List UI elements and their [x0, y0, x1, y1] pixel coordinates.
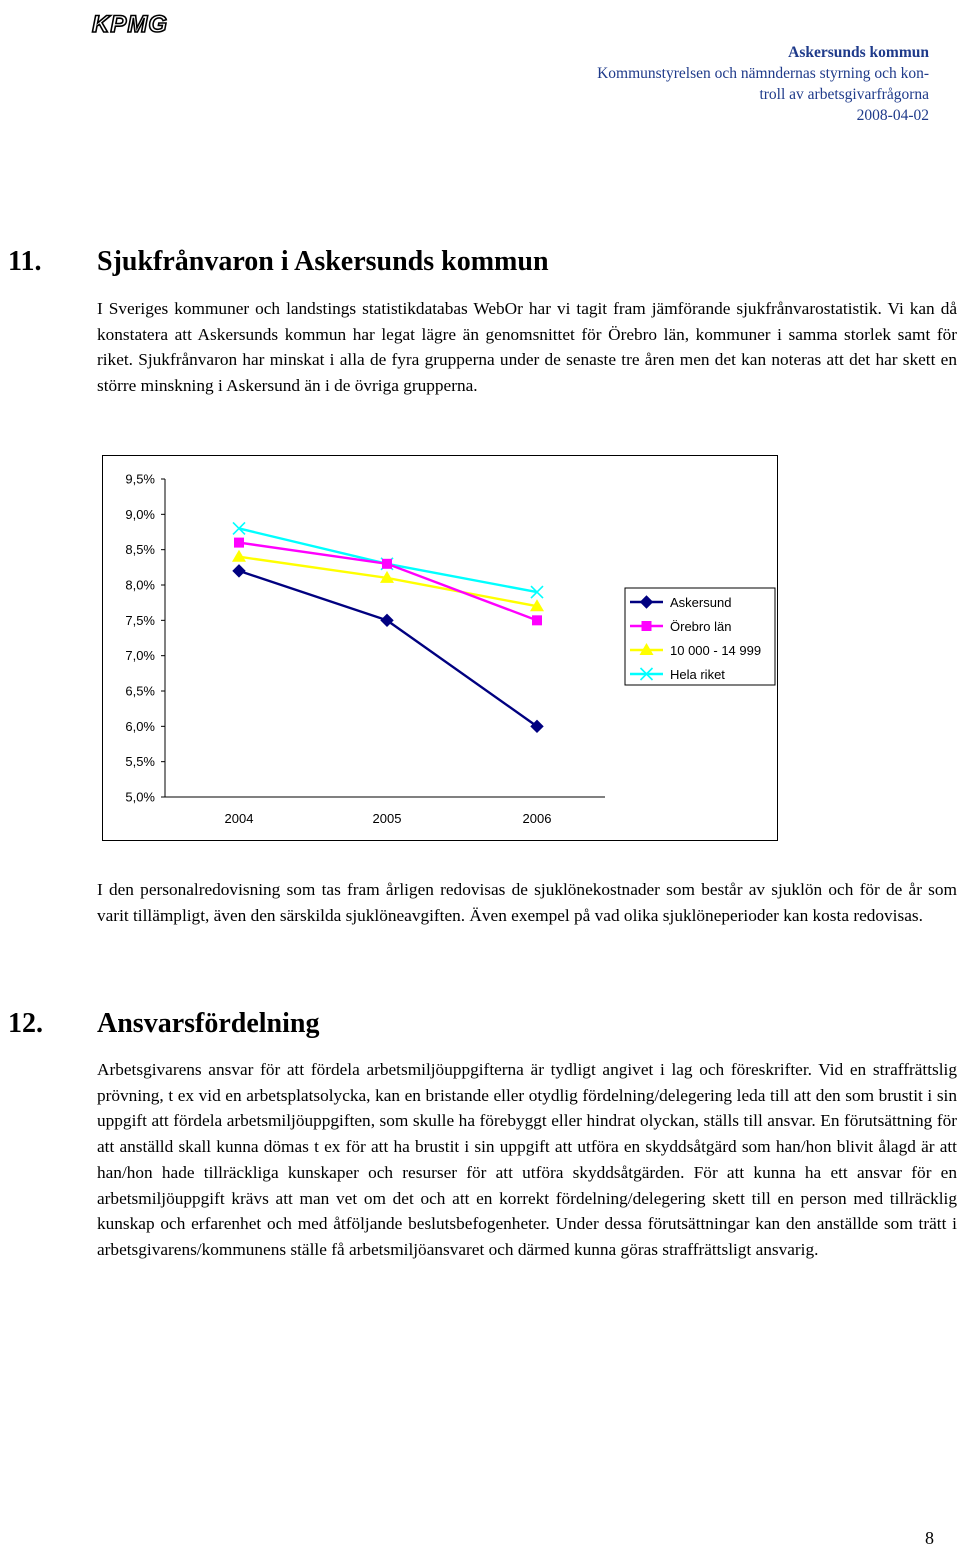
header-organization: Askersunds kommun [788, 44, 929, 61]
series-0-point [233, 565, 245, 577]
section-number: 12. [8, 1008, 43, 1039]
x-tick-label: 2004 [224, 811, 254, 826]
header-report-title-line2: troll av arbetsgivarfrågorna [759, 86, 929, 103]
y-tick-label: 9,5% [125, 471, 155, 487]
page-number: 8 [925, 1528, 934, 1548]
y-tick-label: 6,0% [125, 718, 155, 734]
logo-text: KPMG [92, 11, 168, 38]
section-title: Sjukfrånvaron i Askersunds kommun [97, 246, 549, 277]
legend-label: Hela riket [670, 667, 725, 682]
y-tick-label: 5,0% [125, 789, 155, 805]
series-2-point [232, 550, 246, 562]
y-tick-label: 7,5% [125, 612, 155, 628]
series-1-point [234, 538, 244, 548]
legend-marker-1 [642, 621, 652, 631]
y-tick-label: 5,5% [125, 754, 155, 770]
document-header [509, 42, 929, 126]
y-tick-label: 8,5% [125, 542, 155, 558]
section-number: 11. [8, 246, 42, 277]
x-tick-label: 2006 [522, 811, 552, 826]
chart-svg [103, 456, 779, 842]
y-tick-label: 7,0% [125, 648, 155, 664]
header-report-title-line1: Kommunstyrelsen och nämndernas styrning och kon- [597, 65, 929, 82]
header-date: 2008-04-02 [856, 107, 929, 124]
section-title: Ansvarsfördelning [97, 1008, 320, 1039]
y-tick-label: 6,5% [125, 683, 155, 699]
x-tick-label: 2005 [372, 811, 402, 826]
legend-label: Örebro län [670, 619, 732, 634]
y-tick-label: 9,0% [125, 506, 155, 522]
legend-label: 10 000 - 14 999 [670, 643, 762, 658]
series-1-point [382, 559, 392, 569]
series-1-point [532, 615, 542, 625]
kpmg-logo [90, 8, 182, 38]
y-tick-label: 8,0% [125, 577, 155, 593]
sick-leave-chart [102, 455, 778, 841]
series-line-0 [239, 571, 537, 726]
section-11-paragraph-1: I Sveriges kommuner och landstings statistikdatabas WebOr har vi tagit fram jämförande sjukfrånvarostatistik. Vi kan då konstatera att Askersunds kommun har legat lägre än genomsnittet för Örebro län, kommuner i samma storlek samt för riket. Sjukfrånvaron har minskat i alla de fyra grupperna under de senaste tre åren men det kan noteras att det har skett en större minskning i Askersund än i de övriga grupperna. [97, 299, 957, 396]
section-12-paragraph: Arbetsgivarens ansvar för att fördela arbetsmiljöuppgifterna är tydligt angivet i lag och föreskrifter. Vid en straffrättslig prövning, t ex vid en arbetsplatsolycka, kan en bristande eller otydlig fördelning/delegering leda till att den som brustit i sin uppgift att fördela arbetsmiljöuppgiften, som skulle ha förebyggt eller hindrat olyckan, ställs till ansvar. En förutsättning för att anställd skall kunna dömas t ex för att ha brustit i sin uppgift att utföra en skyddsåtgärd som han/hon blivit ålagd är att han/hon hade tillräckliga kunskaper och resurser för att utföra skyddsåtgärden. För att kunna ha ett ansvar för en arbetsmiljöuppgift krävs att man vet om det och att en korrekt fördelning/delegering skett till en person med tillräcklig kunskap och erfarenhet och med åtföljande beslutsbefogenheter. Under dessa förutsättningar kan den anställde som trätt i arbetsgivarens/kommunens ställe få arbetsmiljöansvaret och därmed kunna göras straffrättsligt ansvarig. [97, 1060, 957, 1259]
legend-label: Askersund [670, 595, 732, 610]
section-11-paragraph-2: I den personalredovisning som tas fram årligen redovisas de sjuklönekostnader som består av sjuklön och för de år som varit tillämpligt, även den särskilda sjuklöneavgiften. Även exempel på vad olika sjuklöneperioder kan kosta redovisas. [97, 880, 957, 925]
